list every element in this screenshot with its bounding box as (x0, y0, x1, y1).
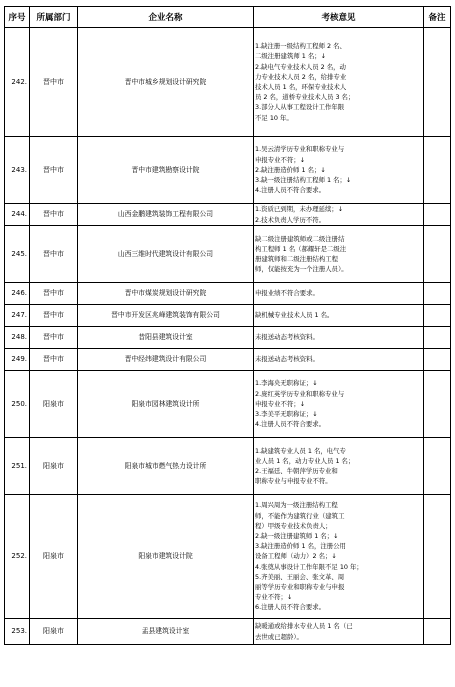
cell-opinion (254, 371, 424, 438)
assessment-table (4, 6, 451, 645)
table-row (5, 204, 451, 226)
cell-seq: 248. (5, 327, 30, 349)
cell-opinion (254, 283, 424, 305)
table-row (5, 349, 451, 371)
opinion-line: 二级注册建筑师 1 名；↓ (255, 52, 326, 61)
opinion-line: 2.庞红英学历专业和职称专业与 (255, 389, 345, 398)
opinion-line: 去世或已超龄）。 (255, 632, 303, 641)
opinion-line: 不足 10 年。 (255, 113, 293, 122)
cell-seq: 253. (5, 619, 30, 645)
cell-opinion (254, 28, 424, 137)
cell-company: 晋中市建筑勘察设计院 (78, 137, 254, 204)
table-row (5, 137, 451, 204)
opinion-line: 申报业绩不符合要求。 (255, 289, 319, 298)
cell-company: 晋中经纬建筑设计有限公司 (78, 349, 254, 371)
opinion-line: 1.吴云清学历专业和职称专业与 (255, 145, 345, 154)
cell-opinion (254, 349, 424, 371)
table-header-row (5, 7, 451, 28)
opinion-line: 力专业技术人员 2 名，给排专业 (255, 72, 347, 81)
header-dept: 所属部门 (30, 7, 78, 28)
cell-opinion (254, 226, 424, 283)
opinion-line: 4.张奠从事设计工作年限不足 10 年； (255, 562, 363, 571)
table-row (5, 371, 451, 438)
opinion-line: 3.缺一级注册结构工程师 1 名；↓ (255, 176, 352, 185)
header-opinion: 考核意见 (254, 7, 424, 28)
opinion-line: 6.注册人员不符合要求。 (255, 603, 326, 612)
opinion-line: 未报送动态考核资料。 (255, 333, 319, 342)
opinion-line: 设备工程师（动力）2 名；↓ (255, 552, 337, 561)
table-row (5, 495, 451, 619)
opinion-line: 申报专业不符；↓ (255, 155, 306, 164)
cell-dept: 阳泉市 (30, 371, 78, 438)
cell-note (424, 371, 451, 438)
opinion-line: 4.注册人员不符合要求。 (255, 186, 326, 195)
cell-company: 晋中市城乡规划设计研究院 (78, 28, 254, 137)
opinion-line: 3.李美平无职称证；↓ (255, 410, 318, 419)
cell-company: 昔阳县建筑设计室 (78, 327, 254, 349)
table-row (5, 28, 451, 137)
cell-seq: 246. (5, 283, 30, 305)
opinion-line: 2.技术负责人学历不符。 (255, 215, 326, 224)
cell-note (424, 495, 451, 619)
cell-dept: 晋中市 (30, 305, 78, 327)
opinion-line: 1.资质已到期，未办理延续；↓ (255, 205, 344, 214)
cell-seq: 242. (5, 28, 30, 137)
cell-company: 山西金鹏建筑装饰工程有限公司 (78, 204, 254, 226)
cell-note (424, 137, 451, 204)
opinion-line: 1.李海央无职称证；↓ (255, 379, 318, 388)
opinion-line: 丽等学历专业和职称专业与申报 (255, 583, 345, 591)
opinion-line: 技术人员 1 名，环保专业技术人 (255, 83, 347, 91)
cell-seq: 249. (5, 349, 30, 371)
cell-company: 盂县建筑设计室 (78, 619, 254, 645)
table-row (5, 438, 451, 495)
opinion-line: 未报送动态考核资料。 (255, 355, 319, 364)
opinion-line: 师，仅能按充为一个注册人员）。 (255, 265, 348, 274)
cell-note (424, 327, 451, 349)
table-row (5, 619, 451, 645)
cell-seq: 252. (5, 495, 30, 619)
cell-opinion (254, 495, 424, 619)
opinion-line: 业人员 1 名，动力专业人员 1 名； (255, 456, 355, 465)
cell-company: 阳泉市建筑设计院 (78, 495, 254, 619)
header-company: 企业名称 (78, 7, 254, 28)
opinion-line: 构工程师 1 名（郝耀轩是二级注 (255, 244, 347, 253)
cell-dept: 晋中市 (30, 327, 78, 349)
opinion-line: 师，不能作为建筑行业（建筑工 (255, 511, 345, 520)
opinion-line: 专业不符；↓ (255, 593, 293, 602)
header-seq: 序号 (5, 7, 30, 28)
opinion-line: 1.周兴周为一级注册结构工程 (255, 501, 338, 510)
cell-opinion (254, 137, 424, 204)
cell-note (424, 283, 451, 305)
opinion-line: 程）甲级专业技术负责人； (255, 521, 332, 530)
cell-opinion (254, 327, 424, 349)
cell-seq: 250. (5, 371, 30, 438)
cell-note (424, 619, 451, 645)
cell-dept: 晋中市 (30, 226, 78, 283)
opinion-line: 申报专业不符；↓ (255, 399, 306, 408)
opinion-line: 3.缺注册造价师 1 名，注册公用 (255, 542, 346, 551)
opinion-line: 3.部分人从事工程设计工作年限 (255, 103, 345, 112)
cell-dept: 晋中市 (30, 283, 78, 305)
opinion-line: 册建筑师和二级注册结构工程 (255, 255, 339, 263)
cell-opinion (254, 619, 424, 645)
cell-company: 山西三维时代建筑设计有限公司 (78, 226, 254, 283)
cell-dept: 晋中市 (30, 204, 78, 226)
opinion-line: 2.缺注册造价师 1 名；↓ (255, 165, 326, 174)
cell-seq: 245. (5, 226, 30, 283)
opinion-line: 缺二级注册建筑师或二级注册结 (255, 234, 345, 243)
cell-dept: 晋中市 (30, 137, 78, 204)
cell-note (424, 28, 451, 137)
cell-seq: 244. (5, 204, 30, 226)
table-row (5, 283, 451, 305)
header-note: 备注 (424, 7, 451, 28)
table-row (5, 305, 451, 327)
cell-note (424, 438, 451, 495)
cell-note (424, 226, 451, 283)
cell-opinion (254, 204, 424, 226)
cell-dept: 阳泉市 (30, 495, 78, 619)
cell-seq: 243. (5, 137, 30, 204)
opinion-line: 缺暖通或给排水专业人员 1 名（已 (255, 622, 353, 631)
opinion-line: 2.王福廷、牛朝萍学历专业和 (255, 467, 338, 475)
opinion-line: 5.齐美丽、王丽会、张文革、周 (255, 572, 345, 581)
table-row (5, 226, 451, 283)
cell-seq: 251. (5, 438, 30, 495)
opinion-line: 2.缺一级注册建筑师 1 名；↓ (255, 531, 339, 540)
cell-seq: 247. (5, 305, 30, 327)
cell-dept: 阳泉市 (30, 619, 78, 645)
cell-dept: 晋中市 (30, 28, 78, 137)
opinion-line: 缺机械专业技术人员 1 名。 (255, 311, 334, 320)
cell-note (424, 204, 451, 226)
cell-opinion (254, 438, 424, 495)
cell-company: 阳泉市城市燃气热力设计所 (78, 438, 254, 495)
cell-company: 晋中市开发区兆峰建筑装饰有限公司 (78, 305, 254, 327)
cell-note (424, 349, 451, 371)
cell-company: 晋中市煤炭规划设计研究院 (78, 283, 254, 305)
table-row (5, 327, 451, 349)
opinion-line: 职称专业与申报专业不符。 (255, 477, 332, 486)
cell-opinion (254, 305, 424, 327)
cell-dept: 阳泉市 (30, 438, 78, 495)
table-body (5, 28, 451, 645)
opinion-line: 1.缺建筑专业人员 1 名，电气专 (255, 446, 346, 455)
opinion-line: 1.缺注册一级结构工程师 2 名、 (255, 42, 346, 51)
cell-company: 阳泉市园林建筑设计所 (78, 371, 254, 438)
cell-note (424, 305, 451, 327)
opinion-line: 4.注册人员不符合要求。 (255, 420, 326, 429)
cell-dept: 晋中市 (30, 349, 78, 371)
opinion-line: 2.缺电气专业技术人员 2 名，动 (255, 62, 346, 71)
opinion-line: 员 2 名，道桥专业技术人员 3 名； (255, 93, 355, 102)
